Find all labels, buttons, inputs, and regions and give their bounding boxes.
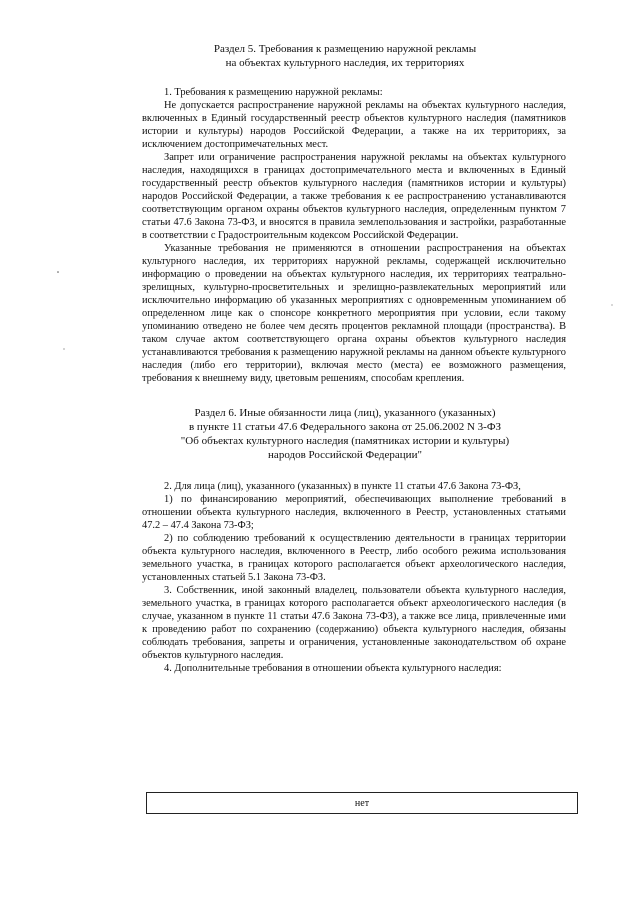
- section-5-title-line-2: на объектах культурного наследия, их территориях: [225, 57, 465, 69]
- section-5-paragraph-1: Не допускается распространение наружной рекламы на объектах культурного наследия, включенных в Единый государственный реестр объектов культурного наследия (памятников истории и культуры) народов Российской Федерации, а также на их территориях, за исключением достопримечательных мест.: [142, 100, 566, 150]
- section-5-paragraph-2: Запрет или ограничение распространения наружной рекламы на объектах культурного наследия, находящихся в границах достопримечательного места и включенных в Единый государственный реестр объектов культурного наследия (памятников истории и культуры) народов Российской Федерации, а также требования к ее распространению устанавливаются соответствующим органом охраны объектов культурного наследия, определенным пунктом 7 статьи 47.6 Закона 73-ФЗ, и вносятся в правила землепользования и застройки, разработанные в соответствии с Градостроительным кодексом Российской Федерации.: [142, 152, 566, 241]
- item-2-heading: 2. Для лица (лиц), указанного (указанных) в пункте 11 статьи 47.6 Закона 73-ФЗ,: [164, 481, 521, 492]
- item-2-subitem-2: 2) по соблюдению требований к осуществлению деятельности в границах территории объекта культурного наследия, включенного в Реестр, либо особого режима использования земельного участка, в границах которого располагается объект археологического наследия, установленных статьей 5.1 Закона 73-ФЗ.: [142, 533, 566, 583]
- section-6-title: [120, 406, 570, 462]
- section-6-title-line-2: в пункте 11 статьи 47.6 Федерального закона от 25.06.2002 N 3-ФЗ: [188, 421, 502, 433]
- item-3-paragraph: 3. Собственник, иной законный владелец, пользователи объекта культурного наследия, земельного участка, в границах которого располагается объект археологического наследия (в случае, указанном в пункте 11 статьи 47.6 Закона 73-ФЗ), а также все лица, привлеченные ими к проведению работ по сохранению (содержанию) объекта культурного наследия, обязаны соблюдать требования, запреты и ограничения, установленные законодательством об охране объектов культурного наследия.: [142, 585, 566, 661]
- section-6-title-line-1: Раздел 6. Иные обязанности лица (лиц), указанного (указанных): [194, 407, 496, 419]
- item-2-subitem-1: 1) по финансированию мероприятий, обеспечивающих выполнение требований в отношении объекта культурного наследия, включенного в Реестр, установленных статьями 47.2 – 47.4 Закона 73-ФЗ;: [142, 494, 566, 531]
- item-4-heading: 4. Дополнительные требования в отношении объекта культурного наследия:: [164, 663, 502, 674]
- additional-requirements-value: нет: [354, 798, 370, 809]
- section-6-title-line-4: народов Российской Федерации": [268, 449, 422, 461]
- section-5-paragraph-3: Указанные требования не применяются в отношении распространения на объектах культурного наследия, их территориях наружной рекламы, содержащей исключительно информацию о проведении на объектах культурного наследия, их территориях театрально-зрелищных, культурно-просветительных и зрелищно-развлекательных мероприятий или исключительно информацию об указанных мероприятиях с одновременным упоминанием об определенном лице как о спонсоре конкретного мероприятия при условии, если такому упоминанию отведено не более чем десять процентов рекламной площади (пространства). В таком случае актом соответствующего органа охраны объектов культурного наследия устанавливаются требования к размещению наружной рекламы на данном объекте культурного наследия (либо его территории), включая место (места) ее возможного размещения, требования к внешнему виду, цветовым решениям, способам крепления.: [142, 243, 566, 384]
- section-5-title-line-1: Раздел 5. Требования к размещению наружной рекламы: [213, 43, 477, 55]
- item-1-heading: 1. Требования к размещению наружной рекламы:: [164, 87, 383, 98]
- section-6-body: [142, 480, 566, 675]
- additional-requirements-box: [146, 792, 578, 814]
- section-5-body: [142, 86, 566, 385]
- section-6-title-line-3: "Об объектах культурного наследия (памятниках истории и культуры): [180, 435, 510, 447]
- section-5-title: [120, 42, 570, 70]
